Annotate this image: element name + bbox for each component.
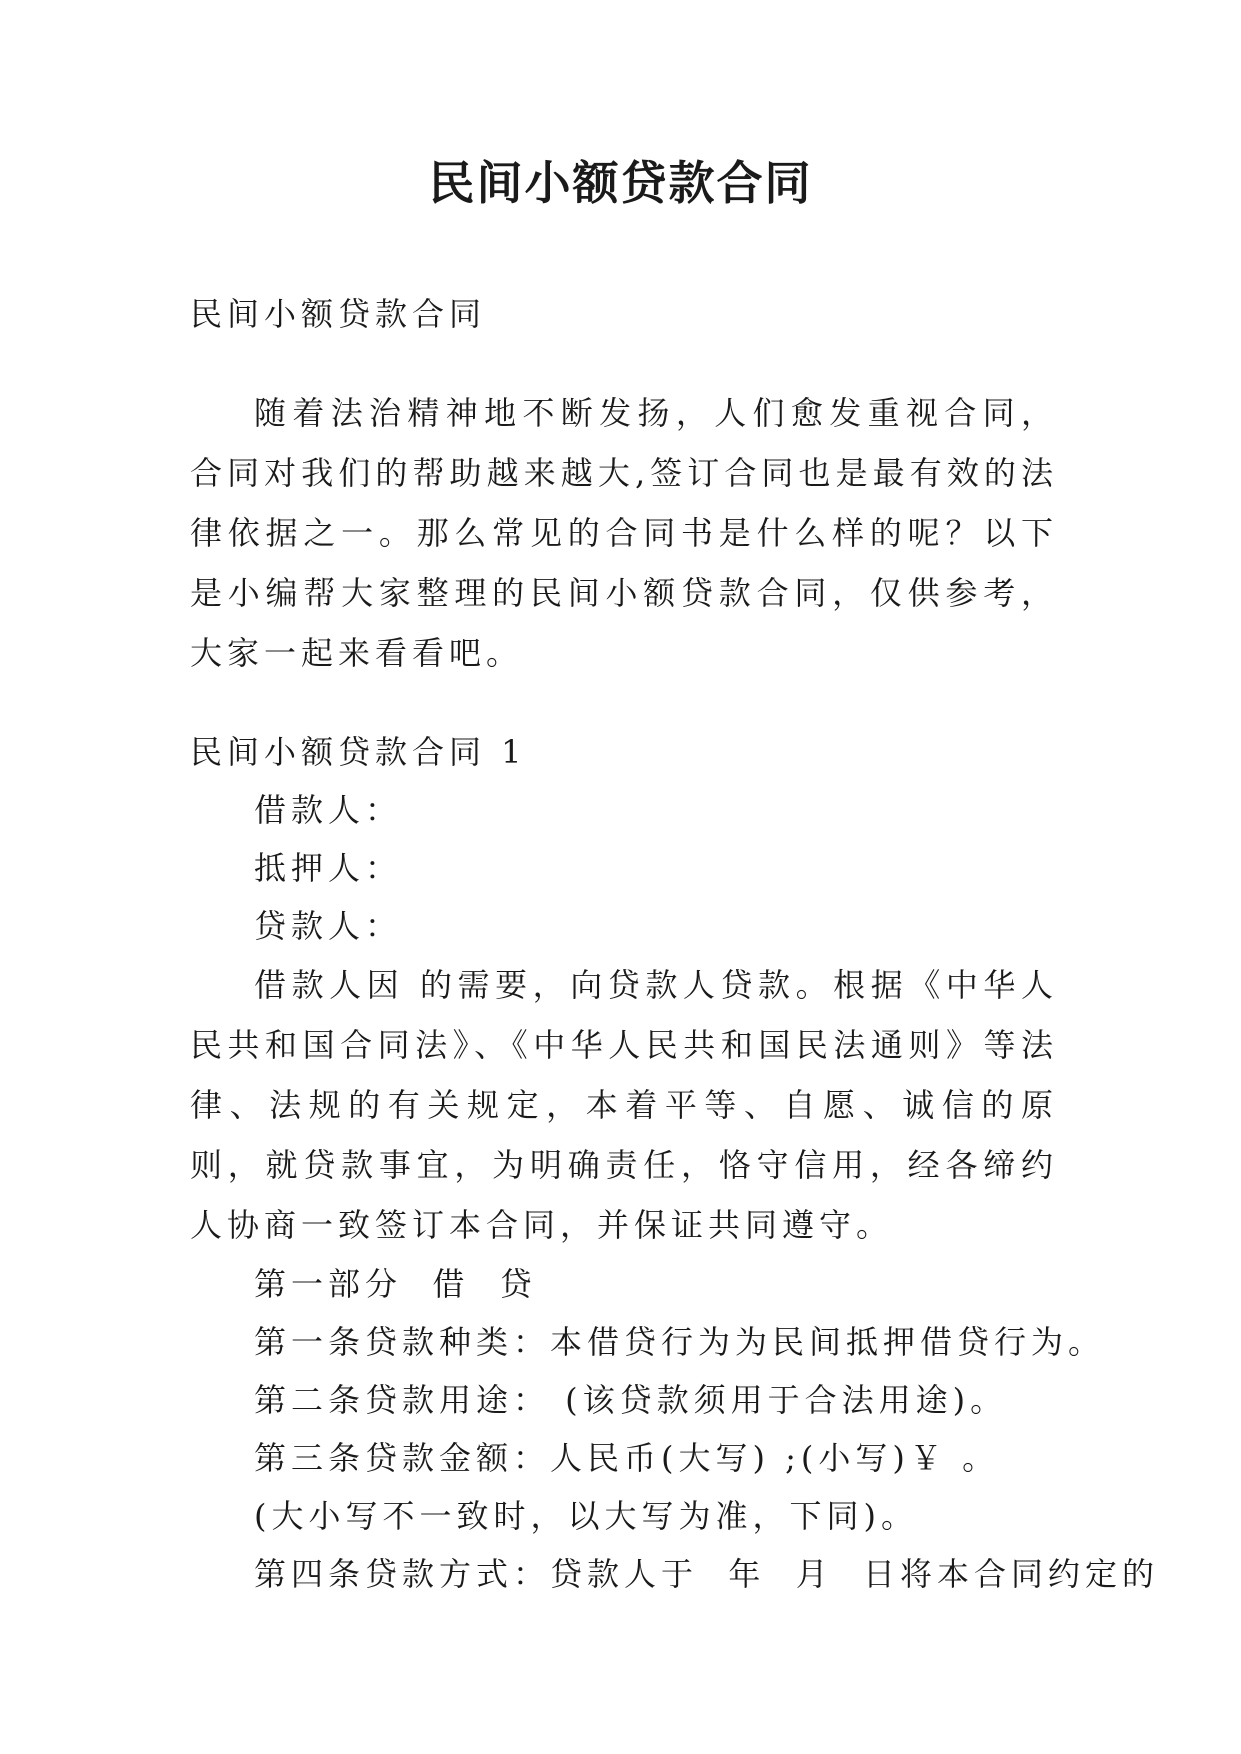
section-heading: 民间小额贷款合同 1 [190, 733, 527, 771]
preamble-paragraph: 借款人因 的需要，向贷款人贷款。根据《中华人民共和国合同法》、《中华人民共和国民法通则》等法律、法规的有关规定，本着平等、自愿、诚信的原则，就贷款事宜，为明确责任，恪守信用，经各缔约人协商一致签订本合同，并保证共同遵守。 [190, 966, 1058, 1244]
document-body [190, 285, 1160, 1603]
intro-paragraph: 随着法治精神地不断发扬，人们愈发重视合同，合同对我们的帮助越来越大,签订合同也是最有效的法律依据之一。那么常见的合同书是什么样的呢？以下是小编帮大家整理的民间小额贷款合同，仅供参考，大家一起来看看吧。 [190, 394, 1058, 672]
borrower-label: 借款人： [254, 791, 403, 829]
article-4: 第四条贷款方式：贷款人于 年 月 日将本合同约定的 [254, 1555, 1160, 1593]
lender-label: 贷款人： [254, 907, 403, 945]
document-subtitle: 民间小额贷款合同 [190, 295, 487, 333]
article-3-note: (大小写不一致时，以大写为准，下同)。 [254, 1497, 918, 1535]
article-3: 第三条贷款金额：人民币(大写) ;(小写)￥ 。 [254, 1439, 1000, 1477]
document-title: 民间小额贷款合同 [428, 156, 813, 210]
article-1: 第一条贷款种类：本借贷行为为民间抵押借贷行为。 [254, 1323, 1106, 1361]
part-one-heading: 第一部分 借 贷 [254, 1265, 537, 1303]
mortgagor-label: 抵押人： [254, 849, 403, 887]
article-2: 第二条贷款用途： (该贷款须用于合法用途)。 [254, 1381, 1008, 1419]
